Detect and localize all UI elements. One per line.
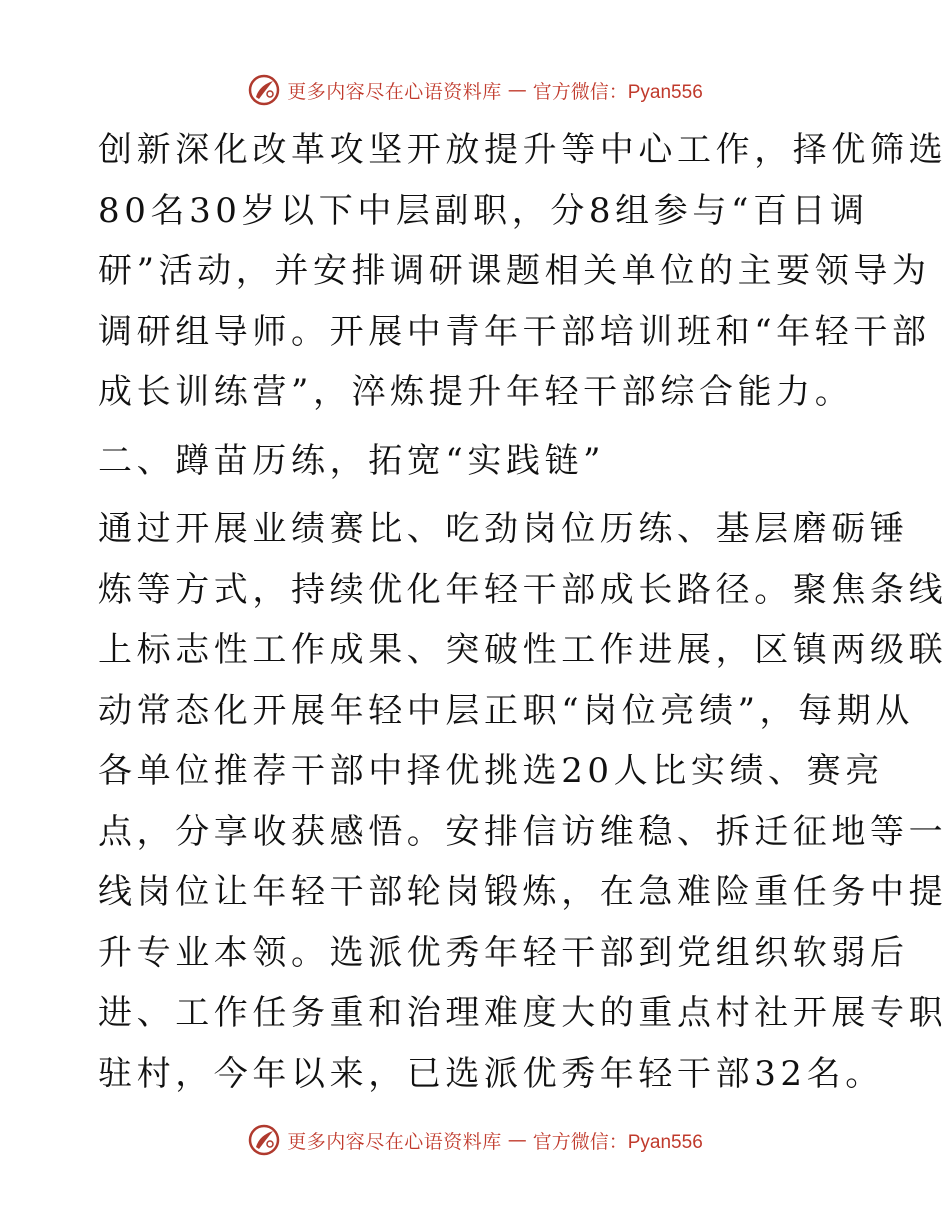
text-line: 炼等方式，持续优化年轻干部成长路径。聚焦条线 bbox=[98, 569, 948, 610]
banner-text: 更多内容尽在心语资料库 bbox=[287, 80, 502, 103]
text-line: 动常态化开展年轻中层正职“岗位亮绩”，每期从 bbox=[98, 690, 914, 731]
text-line: 创新深化改革攻坚开放提升等中心工作，择优筛选 bbox=[98, 130, 948, 170]
text-line: 点，分享收获感悟。安排信访维稳、拆迁征地等一 bbox=[98, 811, 948, 852]
banner-wechat: 官方微信：Pyan556 bbox=[532, 81, 703, 103]
text-line: 上标志性工作成果、突破性工作进展，区镇两级联 bbox=[98, 630, 948, 670]
section-heading: 二、蹲苗历练，拓宽“实践链” bbox=[98, 440, 606, 481]
text-line: 线岗位让年轻干部轮岗锻炼，在急难险重任务中提 bbox=[98, 872, 948, 912]
banner-dash: — bbox=[507, 79, 527, 101]
text-line: 80名30岁以下中层副职，分8组参与“百日调 bbox=[98, 190, 869, 231]
seal-logo-icon bbox=[247, 73, 281, 107]
text-line: 成长训练营”，淬炼提升年轻干部综合能力。 bbox=[98, 372, 854, 412]
text-line: 研”活动，并安排调研课题相关单位的主要领导为 bbox=[98, 251, 931, 291]
seal-logo-icon bbox=[247, 1123, 281, 1157]
text-line: 升专业本领。选派优秀年轻干部到党组织软弱后 bbox=[98, 932, 909, 973]
header-watermark-banner bbox=[0, 70, 950, 110]
footer-watermark-banner bbox=[0, 1120, 950, 1160]
text-line: 通过开展业绩赛比、吃劲岗位历练、基层磨砺锤 bbox=[98, 509, 909, 549]
banner-dash: — bbox=[507, 1129, 527, 1151]
document-body bbox=[98, 120, 948, 1104]
banner-wechat: 官方微信：Pyan556 bbox=[532, 1131, 703, 1153]
text-line: 各单位推荐干部中择优挑选20人比实绩、赛亮 bbox=[98, 751, 884, 791]
banner-text: 更多内容尽在心语资料库 bbox=[287, 1130, 502, 1153]
text-line: 调研组导师。开展中青年干部培训班和“年轻干部 bbox=[98, 311, 931, 352]
text-line: 驻村，今年以来，已选派优秀年轻干部32名。 bbox=[98, 1053, 884, 1094]
text-line: 进、工作任务重和治理难度大的重点村社开展专职 bbox=[98, 993, 948, 1033]
